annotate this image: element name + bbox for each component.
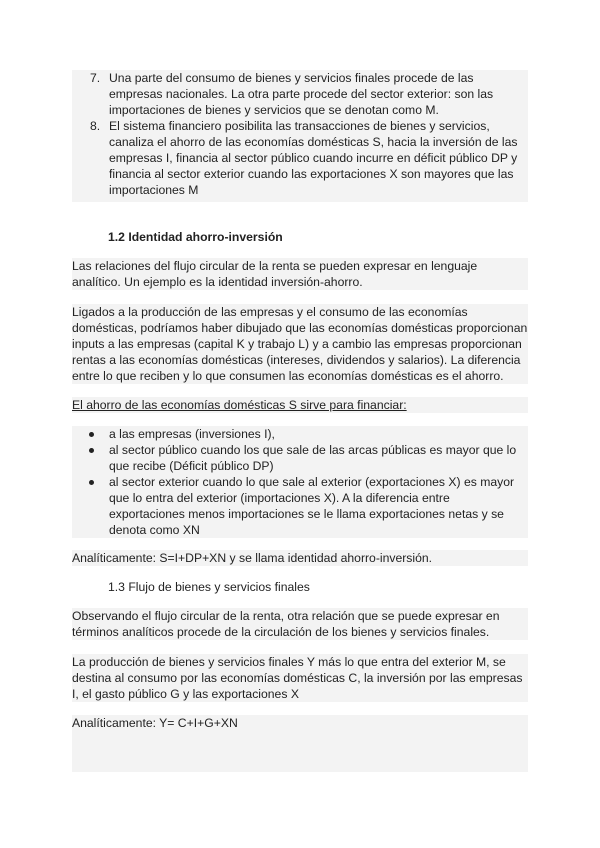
analytic-text: Analíticamente: S=I+DP+XN y se llama identidad ahorro-inversión.: [72, 551, 433, 565]
bullet-icon: [89, 480, 94, 485]
section-heading-1-3: 1.3 Flujo de bienes y servicios finales: [108, 580, 310, 594]
numbered-list: [72, 70, 528, 198]
paragraph-produccion: [72, 654, 528, 702]
bullet-text: a las empresas (inversiones I),: [109, 427, 275, 441]
bullet-list-block: [72, 426, 528, 538]
paragraph-text: Ligados a la producción de las empresas y el consumo de las economías domésticas, podríamos haber dibujado que las economías domésticas proporcionan inputs a las empresas (capital K y trabajo L) y a cambio las empresas proporcionan rentas a las economías domésticas (intereses, dividendos y salarios). La diferencia entre lo que reciben y lo que consumen las economías domésticas es el ahorro.: [72, 305, 528, 383]
bullet-list: [72, 426, 528, 538]
list-item: [72, 118, 528, 198]
paragraph-ligados: [72, 304, 528, 384]
list-item-text: El sistema financiero posibilita las transacciones de bienes y servicios, canaliza el ahorro de las economías domésticas S, hacia la inversión de las empresas I, financia al sector público cuando incurre en déficit público DP y financia al sector exterior cuando las exportaciones X son mayores que las importaciones M: [109, 119, 518, 197]
bullet-text: al sector público cuando los que sale de las arcas públicas es mayor que lo que recibe (Déficit público DP): [109, 443, 517, 473]
bullet-item: [72, 426, 528, 442]
list-item-number: 7.: [90, 71, 101, 85]
bullet-icon: [89, 432, 94, 437]
analytic-text: Analíticamente: Y= C+I+G+XN: [72, 716, 238, 730]
paragraph-observando: [72, 608, 528, 640]
numbered-list-block: [72, 70, 528, 202]
paragraph-text: Observando el flujo circular de la renta, otra relación que se puede expresar en términos analíticos procede de la circulación de los bienes y servicios finales.: [72, 609, 500, 639]
paragraph-ahorro-financiar: [72, 397, 528, 413]
list-item: [72, 70, 528, 118]
bullet-item: [72, 474, 528, 538]
underlined-text: El ahorro de las economías domésticas S sirve para financiar:: [72, 398, 407, 412]
paragraph-text: La producción de bienes y servicios finales Y más lo que entra del exterior M, se destina al consumo por las economías domésticas C, la inversión por las empresas I, el gasto público G y las exportaciones X: [72, 655, 523, 701]
bullet-text: al sector exterior cuando lo que sale al exterior (exportaciones X) es mayor que lo entra del exterior (importaciones X). A la diferencia entre exportaciones menos importaciones se le llama exportaciones netas y se denota como XN: [109, 475, 515, 537]
paragraph-relaciones: [72, 258, 528, 290]
analytic-flow-block: [72, 715, 528, 772]
paragraph-text: Las relaciones del flujo circular de la renta se pueden expresar en lenguaje analítico. Un ejemplo es la identidad inversión-ahorro.: [72, 259, 478, 289]
list-item-number: 8.: [90, 119, 101, 133]
bullet-icon: [89, 448, 94, 453]
bullet-item: [72, 442, 528, 474]
section-heading-1-2: 1.2 Identidad ahorro-inversión: [108, 230, 283, 244]
list-item-text: Una parte del consumo de bienes y servicios finales procede de las empresas nacionales. La otra parte procede del sector exterior: son las importaciones de bienes y servicios que se denotan como M.: [109, 71, 494, 117]
analytic-identity: [72, 550, 528, 566]
